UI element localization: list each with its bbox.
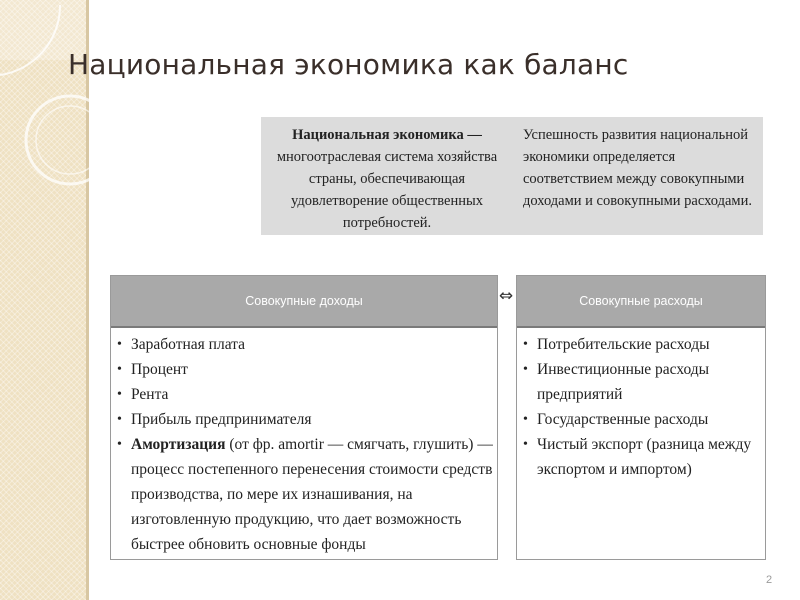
list-item: • Прибыль предпринимателя: [111, 407, 497, 432]
list-item: • Государственные расходы: [517, 407, 765, 432]
income-table: [110, 275, 498, 560]
amortization-definition: (от фр. amortir — смягчать, глушить) — процесс постепенного перенесения стоимости средств производства, по мере их изнашивания, на изготовленную продукцию, что дает возможность быстрее обновить основные фонды: [131, 436, 493, 553]
definition-term: Национальная экономика —: [292, 127, 482, 143]
amortization-term: Амортизация: [131, 436, 226, 453]
slide-title: Национальная экономика как баланс: [68, 48, 629, 81]
bullet-icon: •: [117, 387, 122, 402]
page-number: 2: [766, 574, 773, 586]
expenses-header: Совокупные расходы: [517, 276, 765, 328]
definition-national-economy: [269, 124, 505, 234]
list-item: • Рента: [111, 382, 497, 407]
expenses-table: [516, 275, 766, 560]
bullet-icon: •: [523, 362, 528, 377]
bullet-icon: •: [523, 337, 528, 352]
bullet-icon: •: [117, 337, 122, 352]
list-item: • Потребительские расходы: [517, 332, 765, 357]
definition-text: многоотраслевая система хозяйства страны, обеспечивающая удовлетворение общественных потребностей.: [276, 149, 498, 231]
bullet-icon: •: [117, 362, 122, 377]
bullet-icon: •: [117, 412, 122, 427]
decorative-circles: [0, 0, 120, 260]
bullet-icon: •: [117, 437, 122, 452]
double-arrow-icon: ⇔: [498, 286, 514, 306]
bullet-icon: •: [523, 412, 528, 427]
bullet-icon: •: [523, 437, 528, 452]
expenses-list: [517, 332, 765, 482]
list-item: • Процент: [111, 357, 497, 382]
definition-success-criteria: Успешность развития национальной экономики определяется соответствием между совокупными доходами и совокупными расходами.: [523, 127, 752, 209]
income-list: [111, 332, 497, 557]
income-header: Совокупные доходы: [111, 276, 497, 328]
list-item: • Чистый экспорт (разница между экспортом и импортом): [517, 432, 765, 482]
list-item: • Заработная плата: [111, 332, 497, 357]
definition-box: [261, 117, 763, 235]
list-item: • Инвестиционные расходы предприятий: [517, 357, 765, 407]
list-item-amortization: [111, 432, 497, 557]
